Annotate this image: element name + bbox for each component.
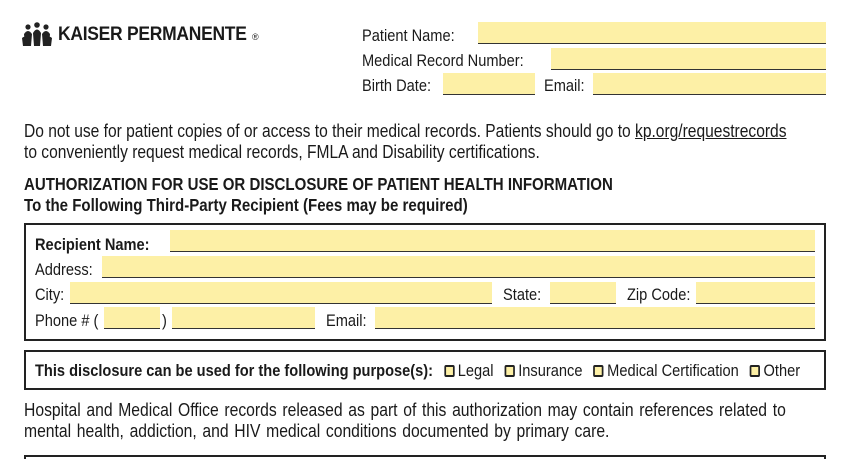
patient-email-label: Email: [544,76,585,95]
section-title: AUTHORIZATION FOR USE OR DISCLOSURE OF PATIENT HEALTH INFORMATION [24,174,613,194]
phone-area-code-field[interactable] [104,307,160,329]
phone-label: Phone # ( [35,311,99,330]
state-field[interactable] [550,282,616,304]
patient-name-label: Patient Name: [362,26,455,45]
purpose-row [35,361,800,381]
address-label: Address: [35,260,93,279]
medical-certification-option-label: Medical Certification [607,361,739,380]
other-option-label: Other [763,361,801,380]
patient-name-field[interactable] [478,22,826,44]
legal-checkbox[interactable] [444,365,454,377]
mrn-label: Medical Record Number: [362,51,524,70]
phone-close-paren: ) [162,311,167,330]
notice-line1: Do not use for patient copies of or access to their medical records. Patients should go to [24,121,636,141]
zip-label: Zip Code: [627,285,691,304]
purpose-label: This disclosure can be used for the following purpose(s): [35,361,434,380]
disclaimer-line1: Hospital and Medical Office records released as part of this authorization may contain references related to [24,400,786,420]
birth-date-label: Birth Date: [362,76,432,95]
patient-email-field[interactable] [593,73,826,95]
request-records-link[interactable]: kp.org/requestrecords [635,121,787,141]
disclaimer-line2: mental health, addiction, and HIV medical conditions documented by primary care. [24,421,610,441]
mrn-field[interactable] [551,48,826,70]
city-field[interactable] [70,282,492,304]
recipient-name-label: Recipient Name: [35,235,150,254]
zip-field[interactable] [696,282,815,304]
notice-text [24,121,786,163]
brand-name: KAISER PERMANENTE [58,24,247,45]
insurance-checkbox[interactable] [504,365,514,377]
legal-option-label: Legal [457,361,494,380]
recipient-name-field[interactable] [170,230,815,252]
registered-mark: ® [252,32,259,42]
other-checkbox[interactable] [750,365,760,377]
medical-certification-checkbox[interactable] [593,365,603,377]
birth-date-field[interactable] [443,73,535,95]
recipient-email-field[interactable] [375,307,815,329]
records-disclaimer [24,400,786,442]
section-heading [24,174,613,216]
notice-line2: to conveniently request medical records, FMLA and Disability certifications. [24,142,540,162]
state-label: State: [503,285,542,304]
address-field[interactable] [102,256,815,278]
insurance-option-label: Insurance [518,361,583,380]
kaiser-logo-icon [22,22,52,48]
city-label: City: [35,285,65,304]
phone-number-field[interactable] [172,307,315,329]
section-subtitle: To the Following Third-Party Recipient (Fees may be required) [24,195,468,215]
recipient-email-label: Email: [326,311,367,330]
kaiser-logo [22,20,262,50]
next-section-box-edge [24,455,826,459]
